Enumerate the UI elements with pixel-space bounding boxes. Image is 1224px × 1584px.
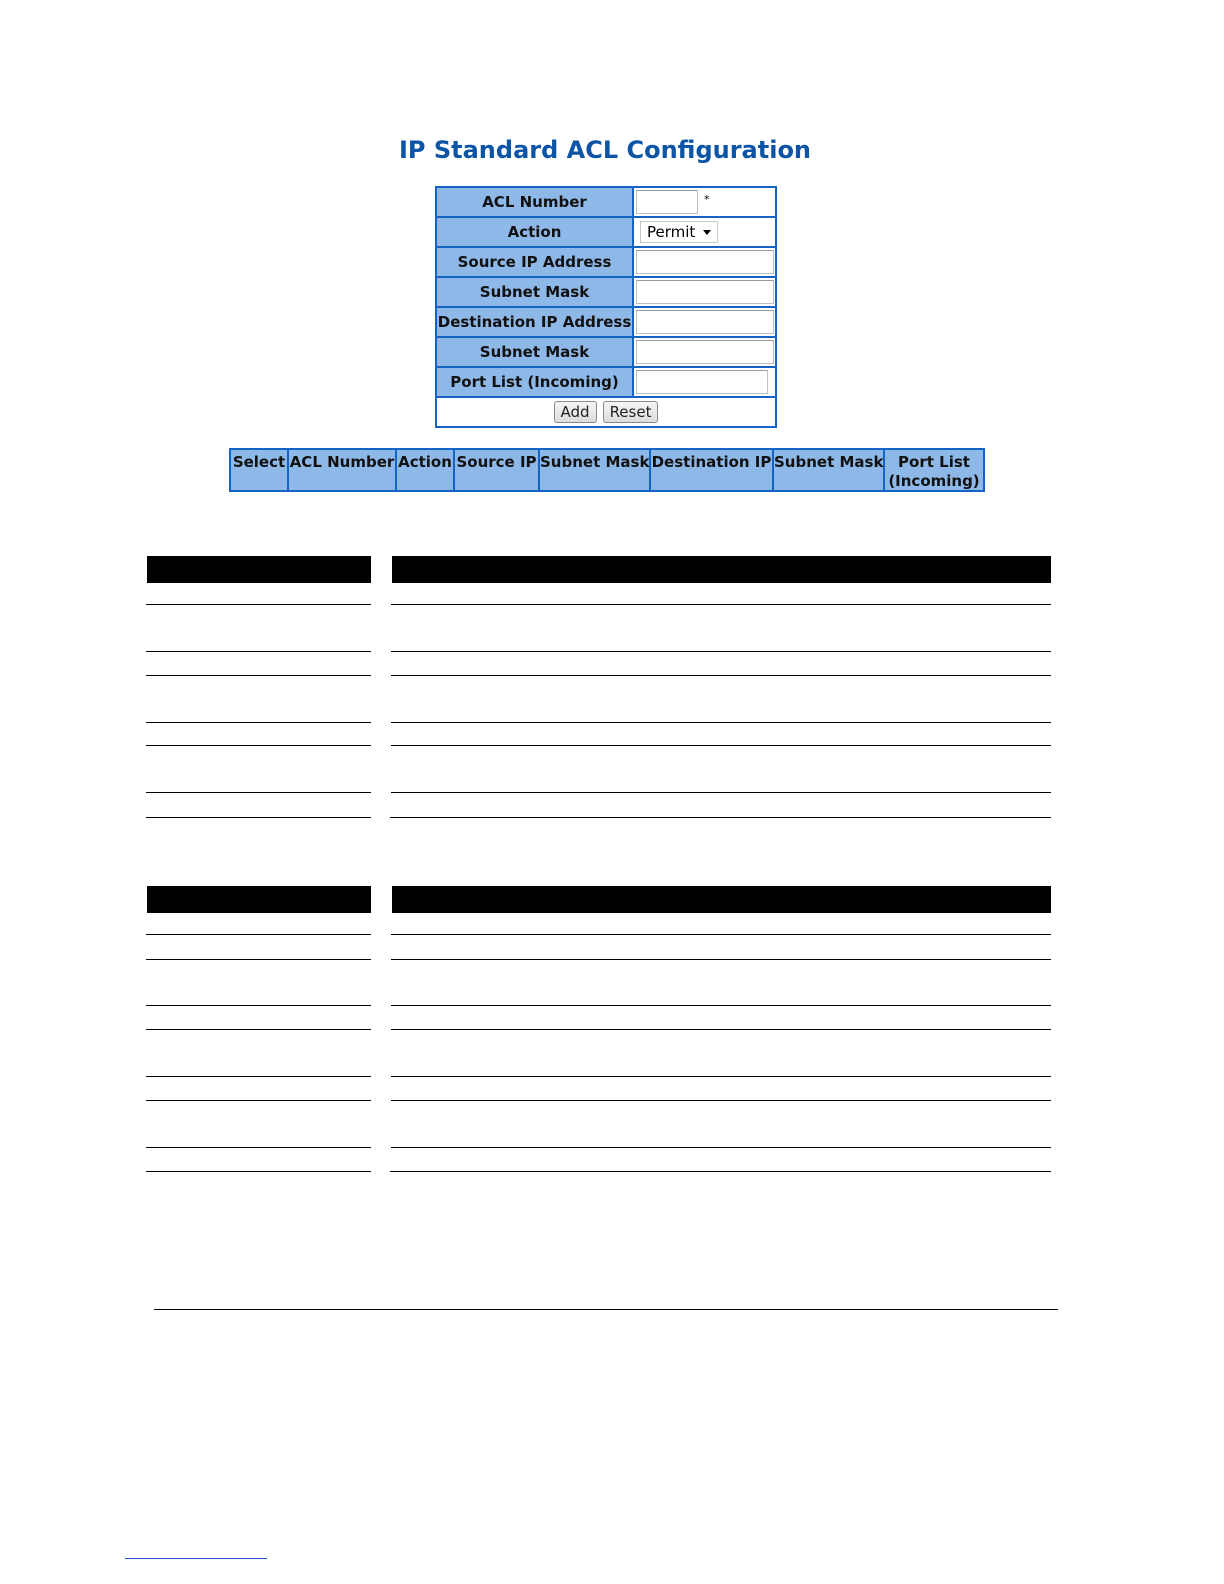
form-buttons (437, 398, 775, 426)
row-divider (391, 934, 1051, 935)
column-header-select: Select (231, 450, 289, 490)
row-divider (391, 722, 1051, 723)
row-divider (391, 1100, 1051, 1101)
row-divider (390, 1171, 1051, 1172)
acl-number-label: ACL Number (437, 188, 634, 216)
port-list-input[interactable] (636, 370, 768, 394)
row-divider (146, 1147, 371, 1148)
column-header-subnet-mask: Subnet Mask (540, 450, 651, 490)
row-divider (391, 792, 1051, 793)
dest-subnet-mask-input[interactable] (636, 340, 774, 364)
acl-list-table (229, 448, 985, 492)
row-divider (146, 817, 371, 818)
action-select[interactable] (640, 221, 718, 243)
row-divider (391, 675, 1051, 676)
row-divider (391, 959, 1051, 960)
destination-ip-label: Destination IP Address (437, 308, 634, 336)
source-ip-row (437, 248, 775, 278)
reset-button[interactable]: Reset (603, 401, 659, 423)
description-table-2 (146, 886, 1052, 1176)
column-header-acl-number: ACL Number (289, 450, 397, 490)
column-header-dest-subnet-mask: Subnet Mask (774, 450, 885, 490)
row-divider (146, 792, 371, 793)
header-bar-left (147, 886, 371, 913)
row-divider (391, 1076, 1051, 1077)
add-button[interactable]: Add (554, 401, 597, 423)
row-divider (146, 1076, 371, 1077)
row-divider (146, 675, 371, 676)
subnet-mask-row (437, 278, 775, 308)
row-divider (146, 604, 371, 605)
row-divider (390, 817, 1051, 818)
page-title: IP Standard ACL Configuration (398, 136, 812, 164)
row-divider (146, 745, 371, 746)
subnet-mask-label: Subnet Mask (437, 278, 634, 306)
action-select-value: Permit (647, 223, 696, 241)
row-divider (391, 651, 1051, 652)
row-divider (146, 1171, 371, 1172)
footer-link-underline[interactable] (125, 1558, 267, 1559)
chevron-down-icon (703, 230, 711, 235)
source-ip-input[interactable] (636, 250, 774, 274)
column-header-action: Action (397, 450, 455, 490)
row-divider (146, 1100, 371, 1101)
column-header-destination-ip: Destination IP (651, 450, 774, 490)
header-bar-right (392, 886, 1051, 913)
destination-ip-input[interactable] (636, 310, 774, 334)
row-divider (391, 604, 1051, 605)
row-divider (146, 1005, 371, 1006)
row-divider (391, 745, 1051, 746)
port-list-row (437, 368, 775, 398)
dest-subnet-mask-row (437, 338, 775, 368)
header-bar-left (147, 556, 371, 583)
subnet-mask-input[interactable] (636, 280, 774, 304)
destination-ip-row (437, 308, 775, 338)
column-header-port-list: Port List (Incoming) (885, 450, 983, 490)
column-header-source-ip: Source IP (455, 450, 540, 490)
header-bar-right (392, 556, 1051, 583)
row-divider (146, 651, 371, 652)
row-divider (146, 934, 371, 935)
acl-number-input[interactable] (636, 190, 698, 214)
dest-subnet-mask-label: Subnet Mask (437, 338, 634, 366)
acl-config-form (435, 186, 777, 428)
row-divider (391, 1147, 1051, 1148)
action-label: Action (437, 218, 634, 246)
row-divider (146, 1029, 371, 1030)
row-divider (391, 1029, 1051, 1030)
port-list-label: Port List (Incoming) (437, 368, 634, 396)
required-mark: * (704, 192, 710, 206)
row-divider (391, 1005, 1051, 1006)
row-divider (146, 959, 371, 960)
footer-divider (154, 1309, 1058, 1310)
source-ip-label: Source IP Address (437, 248, 634, 276)
description-table-1 (146, 556, 1052, 822)
action-row (437, 218, 775, 248)
row-divider (146, 722, 371, 723)
acl-number-row (437, 188, 775, 218)
